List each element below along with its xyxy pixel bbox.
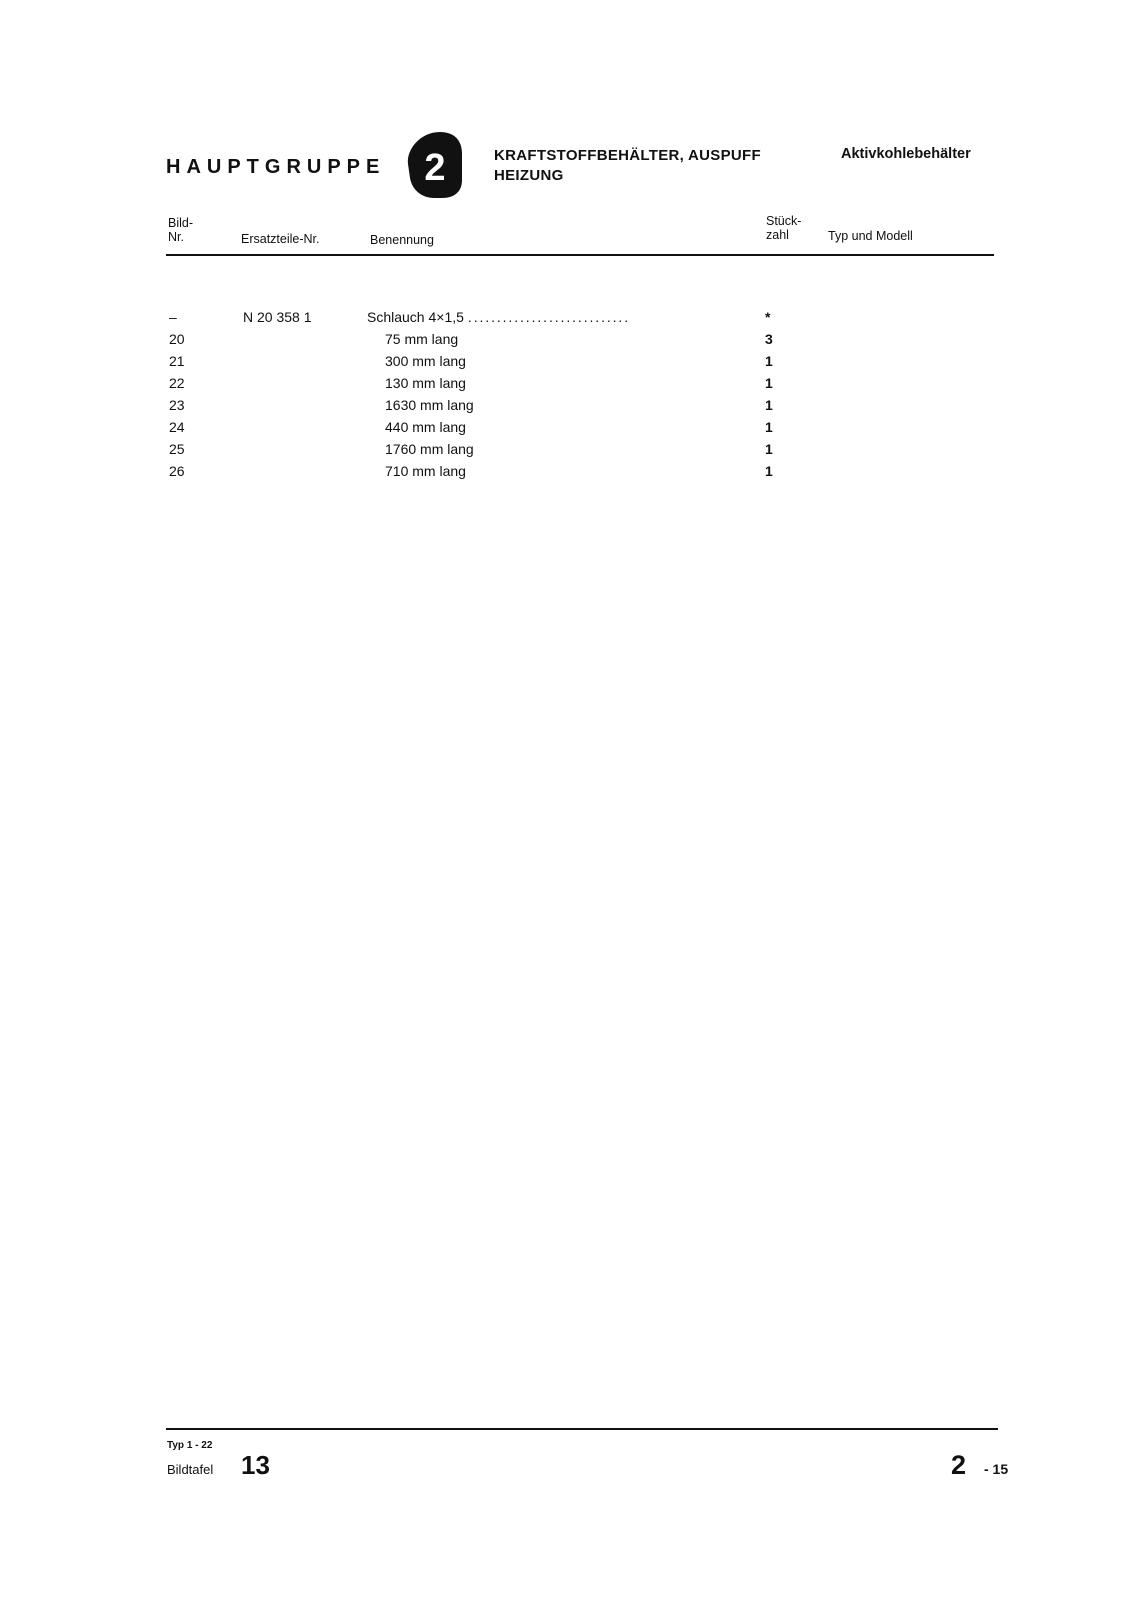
column-header-ersatzteile-nr: Ersatzteile-Nr. — [241, 232, 320, 246]
bild-nr: 26 — [169, 463, 185, 479]
part-description: 440 mm lang — [385, 419, 466, 435]
part-description: 300 mm lang — [385, 353, 466, 369]
part-description — [367, 309, 630, 325]
page-number-minor: - 15 — [984, 1461, 1009, 1477]
page-number-major: 2 — [951, 1450, 967, 1480]
footer-type-range: Typ 1 - 22 — [167, 1440, 213, 1451]
group-number: 2 — [424, 147, 446, 189]
quantity: 1 — [765, 397, 773, 413]
column-header-benennung: Benennung — [370, 233, 434, 247]
header-divider — [166, 254, 994, 256]
quantity: 1 — [765, 463, 773, 479]
table-row — [0, 463, 1132, 485]
column-header-stueck-line2: zahl — [766, 228, 789, 242]
quantity: 3 — [765, 331, 773, 347]
bild-nr: – — [169, 309, 177, 325]
table-row — [0, 441, 1132, 463]
quantity: 1 — [765, 419, 773, 435]
bild-nr: 23 — [169, 397, 185, 413]
group-title-line1: KRAFTSTOFFBEHÄLTER, AUSPUFF — [494, 147, 761, 164]
quantity: * — [765, 309, 771, 325]
table-row — [0, 375, 1132, 397]
column-header-bild-nr — [168, 216, 193, 244]
table-row — [0, 353, 1132, 375]
group-number-badge — [406, 130, 464, 200]
bild-nr: 20 — [169, 331, 185, 347]
quantity: 1 — [765, 353, 773, 369]
bild-nr: 22 — [169, 375, 185, 391]
column-header-stueckzahl — [766, 214, 801, 242]
quantity: 1 — [765, 375, 773, 391]
footer-bildtafel-number: 13 — [241, 1450, 270, 1480]
column-header-stueck-line1: Stück- — [766, 214, 802, 228]
part-description-text: Schlauch 4×1,5 — [367, 309, 464, 325]
main-group-label: HAUPTGRUPPE — [166, 156, 386, 178]
part-description: 75 mm lang — [385, 331, 459, 347]
table-row — [0, 331, 1132, 353]
column-header-typ-modell: Typ und Modell — [828, 229, 913, 243]
section-title: Aktivkohlebehälter — [841, 146, 971, 162]
column-header-bild-line1: Bild- — [168, 216, 194, 230]
bild-nr: 25 — [169, 441, 185, 457]
group-title-line2: HEIZUNG — [494, 167, 564, 184]
part-description: 710 mm lang — [385, 463, 466, 479]
quantity: 1 — [765, 441, 773, 457]
part-number: N 20 358 1 — [243, 309, 312, 325]
footer-divider — [166, 1428, 998, 1430]
part-description: 1630 mm lang — [385, 397, 474, 413]
table-row — [0, 309, 1132, 331]
bild-nr: 21 — [169, 353, 185, 369]
part-description: 130 mm lang — [385, 375, 466, 391]
footer-bildtafel-label: Bildtafel — [167, 1462, 214, 1477]
dot-leader: ............................ — [467, 309, 631, 325]
part-description: 1760 mm lang — [385, 441, 474, 457]
table-row — [0, 397, 1132, 419]
bild-nr: 24 — [169, 419, 185, 435]
column-header-bild-line2: Nr. — [168, 230, 184, 244]
table-row — [0, 419, 1132, 441]
